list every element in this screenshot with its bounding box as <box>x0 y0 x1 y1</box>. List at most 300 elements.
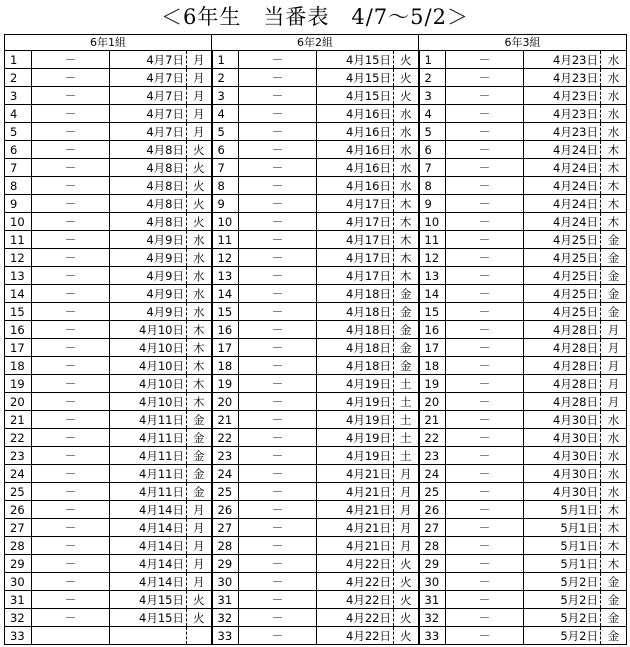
row-dash: － <box>239 339 317 357</box>
row-dash: － <box>32 249 110 267</box>
duty-date: 4月10日 <box>110 357 187 375</box>
duty-date: 4月9日 <box>110 231 187 249</box>
row-number: 29 <box>5 555 32 573</box>
row-dash: － <box>32 231 110 249</box>
row-number: 9 <box>5 195 32 213</box>
duty-date: 4月19日 <box>317 429 394 447</box>
day-of-week: 月 <box>601 339 627 357</box>
duty-date: 4月17日 <box>317 267 394 285</box>
duty-date: 5月1日 <box>524 555 601 573</box>
row-number: 23 <box>212 447 239 465</box>
day-of-week: 水 <box>601 465 627 483</box>
day-of-week: 木 <box>601 537 627 555</box>
row-dash: － <box>239 303 317 321</box>
table-row <box>5 267 627 285</box>
day-of-week: 水 <box>601 69 627 87</box>
day-of-week: 金 <box>601 627 627 645</box>
table-row <box>5 609 627 627</box>
day-of-week: 金 <box>187 465 212 483</box>
row-dash: － <box>239 141 317 159</box>
row-dash: － <box>32 555 110 573</box>
day-of-week: 金 <box>187 447 212 465</box>
day-of-week: 月 <box>394 483 419 501</box>
row-number: 16 <box>5 321 32 339</box>
day-of-week: 金 <box>601 303 627 321</box>
duty-date: 4月9日 <box>110 249 187 267</box>
row-dash: － <box>239 501 317 519</box>
table-row <box>5 375 627 393</box>
row-dash: － <box>239 465 317 483</box>
day-of-week: 土 <box>394 411 419 429</box>
row-dash: － <box>446 195 524 213</box>
duty-date: 4月25日 <box>524 285 601 303</box>
day-of-week: 水 <box>394 177 419 195</box>
day-of-week: 月 <box>601 375 627 393</box>
class-header: 6年2組 <box>212 35 419 51</box>
row-number: 26 <box>212 501 239 519</box>
row-number: 2 <box>212 69 239 87</box>
table-row <box>5 447 627 465</box>
duty-date: 4月23日 <box>524 105 601 123</box>
row-dash: － <box>446 483 524 501</box>
row-number: 11 <box>419 231 446 249</box>
row-dash: － <box>239 159 317 177</box>
table-row <box>5 195 627 213</box>
table-row <box>5 483 627 501</box>
row-dash: － <box>446 231 524 249</box>
row-number: 1 <box>419 51 446 69</box>
row-dash: － <box>446 87 524 105</box>
duty-date: 4月8日 <box>110 213 187 231</box>
day-of-week: 木 <box>601 159 627 177</box>
row-number: 9 <box>419 195 446 213</box>
table-row <box>5 321 627 339</box>
row-number: 1 <box>212 51 239 69</box>
row-dash: － <box>32 87 110 105</box>
duty-date: 4月11日 <box>110 465 187 483</box>
duty-date: 4月10日 <box>110 321 187 339</box>
duty-date: 4月11日 <box>110 447 187 465</box>
row-dash: － <box>32 177 110 195</box>
day-of-week: 水 <box>601 411 627 429</box>
row-number: 2 <box>5 69 32 87</box>
duty-date: 4月28日 <box>524 339 601 357</box>
duty-date: 4月24日 <box>524 213 601 231</box>
duty-date: 4月18日 <box>317 321 394 339</box>
day-of-week: 火 <box>187 141 212 159</box>
row-dash: － <box>446 123 524 141</box>
duty-date: 4月7日 <box>110 123 187 141</box>
day-of-week: 月 <box>187 87 212 105</box>
row-dash: － <box>239 231 317 249</box>
duty-date: 4月7日 <box>110 105 187 123</box>
row-number: 19 <box>419 375 446 393</box>
duty-roster-table <box>4 34 627 645</box>
row-dash: － <box>446 285 524 303</box>
duty-date: 4月30日 <box>524 465 601 483</box>
row-number: 14 <box>419 285 446 303</box>
duty-date: 4月18日 <box>317 357 394 375</box>
row-number: 5 <box>419 123 446 141</box>
table-row <box>5 627 627 645</box>
row-dash: － <box>32 501 110 519</box>
row-number: 6 <box>212 141 239 159</box>
row-dash: － <box>446 249 524 267</box>
row-dash: － <box>32 357 110 375</box>
row-dash: － <box>446 177 524 195</box>
row-dash: － <box>239 627 317 645</box>
row-number: 10 <box>212 213 239 231</box>
row-dash: － <box>446 591 524 609</box>
day-of-week: 水 <box>187 285 212 303</box>
duty-date: 4月28日 <box>524 321 601 339</box>
day-of-week: 水 <box>187 267 212 285</box>
day-of-week: 火 <box>394 573 419 591</box>
row-dash: － <box>32 429 110 447</box>
row-number: 3 <box>212 87 239 105</box>
day-of-week: 木 <box>601 177 627 195</box>
row-dash: － <box>239 609 317 627</box>
table-row <box>5 465 627 483</box>
day-of-week: 木 <box>601 519 627 537</box>
duty-date: 4月21日 <box>317 519 394 537</box>
table-row <box>5 303 627 321</box>
row-number: 9 <box>212 195 239 213</box>
duty-date: 4月15日 <box>317 69 394 87</box>
duty-date: 4月25日 <box>524 231 601 249</box>
duty-date: 4月21日 <box>317 501 394 519</box>
row-number: 20 <box>5 393 32 411</box>
table-row <box>5 429 627 447</box>
day-of-week: 木 <box>394 267 419 285</box>
duty-date: 4月9日 <box>110 285 187 303</box>
row-number: 14 <box>212 285 239 303</box>
class-header-row <box>5 35 627 51</box>
table-row <box>5 159 627 177</box>
row-number: 15 <box>5 303 32 321</box>
duty-date: 4月23日 <box>524 123 601 141</box>
table-row <box>5 501 627 519</box>
duty-date: 4月24日 <box>524 141 601 159</box>
duty-date: 5月2日 <box>524 627 601 645</box>
duty-date: 4月21日 <box>317 483 394 501</box>
table-row <box>5 105 627 123</box>
day-of-week: 金 <box>187 429 212 447</box>
day-of-week: 木 <box>601 195 627 213</box>
table-row <box>5 123 627 141</box>
row-dash: － <box>239 483 317 501</box>
row-dash: － <box>446 357 524 375</box>
duty-date: 4月14日 <box>110 519 187 537</box>
table-row <box>5 87 627 105</box>
day-of-week: 火 <box>394 51 419 69</box>
duty-date: 4月30日 <box>524 411 601 429</box>
duty-date <box>110 627 187 645</box>
row-number: 24 <box>419 465 446 483</box>
duty-date: 4月30日 <box>524 483 601 501</box>
row-dash: － <box>446 573 524 591</box>
duty-date: 4月19日 <box>317 447 394 465</box>
duty-date: 4月7日 <box>110 51 187 69</box>
table-row <box>5 213 627 231</box>
row-number: 33 <box>5 627 32 645</box>
row-number: 22 <box>212 429 239 447</box>
duty-date: 5月2日 <box>524 591 601 609</box>
day-of-week: 木 <box>187 321 212 339</box>
duty-date: 4月30日 <box>524 429 601 447</box>
row-dash: － <box>239 411 317 429</box>
day-of-week: 月 <box>394 501 419 519</box>
row-number: 11 <box>212 231 239 249</box>
row-dash: － <box>239 537 317 555</box>
day-of-week: 火 <box>187 159 212 177</box>
day-of-week: 金 <box>601 285 627 303</box>
row-number: 30 <box>212 573 239 591</box>
day-of-week: 月 <box>187 537 212 555</box>
day-of-week: 金 <box>601 591 627 609</box>
row-dash: － <box>32 609 110 627</box>
row-dash: － <box>446 141 524 159</box>
day-of-week: 水 <box>601 429 627 447</box>
duty-date: 4月15日 <box>317 87 394 105</box>
class-header: 6年1組 <box>5 35 212 51</box>
row-dash: － <box>239 429 317 447</box>
day-of-week: 月 <box>187 69 212 87</box>
row-dash: － <box>239 321 317 339</box>
duty-date: 4月14日 <box>110 573 187 591</box>
row-number: 10 <box>419 213 446 231</box>
row-number: 8 <box>419 177 446 195</box>
row-number: 13 <box>5 267 32 285</box>
duty-date: 4月19日 <box>317 411 394 429</box>
row-number: 17 <box>5 339 32 357</box>
day-of-week: 金 <box>601 249 627 267</box>
day-of-week: 木 <box>601 555 627 573</box>
row-number: 32 <box>212 609 239 627</box>
row-number: 6 <box>5 141 32 159</box>
row-dash: － <box>446 537 524 555</box>
duty-date: 4月19日 <box>317 393 394 411</box>
day-of-week: 水 <box>601 51 627 69</box>
duty-date: 4月22日 <box>317 609 394 627</box>
table-row <box>5 51 627 69</box>
duty-date: 4月21日 <box>317 465 394 483</box>
row-dash: － <box>446 321 524 339</box>
duty-date: 4月24日 <box>524 177 601 195</box>
duty-date: 4月15日 <box>110 609 187 627</box>
row-number: 15 <box>212 303 239 321</box>
day-of-week: 火 <box>187 591 212 609</box>
duty-date: 4月16日 <box>317 105 394 123</box>
day-of-week: 火 <box>394 87 419 105</box>
row-dash: － <box>32 465 110 483</box>
duty-date: 4月8日 <box>110 177 187 195</box>
row-number: 24 <box>212 465 239 483</box>
duty-date: 4月8日 <box>110 159 187 177</box>
duty-date: 4月22日 <box>317 555 394 573</box>
row-dash: － <box>446 213 524 231</box>
day-of-week: 月 <box>187 573 212 591</box>
page-title: ＜6年生 当番表 4/7〜5/2＞ <box>161 5 469 29</box>
row-number: 3 <box>5 87 32 105</box>
day-of-week: 火 <box>394 555 419 573</box>
row-number: 13 <box>212 267 239 285</box>
day-of-week: 木 <box>187 393 212 411</box>
row-number: 18 <box>419 357 446 375</box>
duty-date: 4月15日 <box>110 591 187 609</box>
day-of-week: 金 <box>394 285 419 303</box>
row-number: 28 <box>212 537 239 555</box>
row-dash: － <box>32 105 110 123</box>
day-of-week: 月 <box>187 555 212 573</box>
day-of-week: 月 <box>187 123 212 141</box>
row-dash: － <box>239 393 317 411</box>
row-number: 2 <box>419 69 446 87</box>
duty-date: 4月16日 <box>317 141 394 159</box>
table-row <box>5 555 627 573</box>
row-number: 10 <box>5 213 32 231</box>
table-row <box>5 591 627 609</box>
day-of-week: 木 <box>601 501 627 519</box>
duty-date: 4月17日 <box>317 195 394 213</box>
row-dash: － <box>446 267 524 285</box>
duty-date: 4月18日 <box>317 285 394 303</box>
row-dash: － <box>239 249 317 267</box>
table-row <box>5 285 627 303</box>
table-row <box>5 249 627 267</box>
duty-date: 5月2日 <box>524 573 601 591</box>
row-number: 25 <box>419 483 446 501</box>
row-number: 24 <box>5 465 32 483</box>
duty-date: 4月24日 <box>524 159 601 177</box>
duty-date: 4月23日 <box>524 51 601 69</box>
row-number: 12 <box>419 249 446 267</box>
table-row <box>5 537 627 555</box>
duty-date: 4月7日 <box>110 87 187 105</box>
duty-date: 4月21日 <box>317 537 394 555</box>
duty-date: 4月9日 <box>110 267 187 285</box>
day-of-week: 土 <box>394 375 419 393</box>
row-dash: － <box>32 141 110 159</box>
duty-date: 4月18日 <box>317 303 394 321</box>
row-dash: － <box>32 195 110 213</box>
row-dash: － <box>446 51 524 69</box>
duty-date: 4月24日 <box>524 195 601 213</box>
row-number: 30 <box>419 573 446 591</box>
row-number: 28 <box>419 537 446 555</box>
row-number: 4 <box>5 105 32 123</box>
row-dash: － <box>32 591 110 609</box>
duty-date: 4月23日 <box>524 87 601 105</box>
duty-date: 4月8日 <box>110 141 187 159</box>
day-of-week: 月 <box>187 105 212 123</box>
row-number: 28 <box>5 537 32 555</box>
row-number: 12 <box>5 249 32 267</box>
row-dash: － <box>32 213 110 231</box>
row-number: 26 <box>419 501 446 519</box>
row-number: 13 <box>419 267 446 285</box>
day-of-week: 火 <box>394 609 419 627</box>
day-of-week: 月 <box>601 357 627 375</box>
day-of-week: 金 <box>601 573 627 591</box>
table-row <box>5 519 627 537</box>
row-dash: － <box>239 123 317 141</box>
row-number: 22 <box>419 429 446 447</box>
row-dash: － <box>239 591 317 609</box>
day-of-week: 金 <box>394 339 419 357</box>
row-dash: － <box>446 501 524 519</box>
day-of-week: 月 <box>601 321 627 339</box>
duty-date: 4月22日 <box>317 573 394 591</box>
row-number: 30 <box>5 573 32 591</box>
duty-date: 5月1日 <box>524 519 601 537</box>
row-number: 23 <box>419 447 446 465</box>
duty-date: 4月16日 <box>317 123 394 141</box>
row-dash <box>32 627 110 645</box>
row-number: 1 <box>5 51 32 69</box>
row-number: 29 <box>212 555 239 573</box>
row-dash: － <box>239 519 317 537</box>
day-of-week: 金 <box>601 267 627 285</box>
row-number: 27 <box>5 519 32 537</box>
duty-date: 4月10日 <box>110 393 187 411</box>
day-of-week: 金 <box>601 609 627 627</box>
duty-date: 4月11日 <box>110 411 187 429</box>
duty-date: 4月28日 <box>524 393 601 411</box>
row-dash: － <box>32 393 110 411</box>
day-of-week: 水 <box>601 483 627 501</box>
day-of-week: 水 <box>601 105 627 123</box>
table-row <box>5 357 627 375</box>
row-dash: － <box>446 465 524 483</box>
day-of-week: 水 <box>394 141 419 159</box>
day-of-week: 木 <box>394 195 419 213</box>
row-number: 7 <box>212 159 239 177</box>
row-number: 21 <box>212 411 239 429</box>
row-dash: － <box>239 357 317 375</box>
day-of-week: 火 <box>394 69 419 87</box>
row-dash: － <box>446 69 524 87</box>
row-number: 27 <box>419 519 446 537</box>
day-of-week: 木 <box>601 213 627 231</box>
row-dash: － <box>32 483 110 501</box>
day-of-week: 木 <box>187 357 212 375</box>
day-of-week: 木 <box>187 375 212 393</box>
row-dash: － <box>446 303 524 321</box>
day-of-week: 水 <box>601 87 627 105</box>
duty-date: 4月14日 <box>110 555 187 573</box>
day-of-week: 金 <box>394 321 419 339</box>
duty-date: 4月28日 <box>524 375 601 393</box>
roster-body <box>5 51 627 645</box>
table-row <box>5 231 627 249</box>
day-of-week: 水 <box>187 249 212 267</box>
class-header: 6年3組 <box>419 35 627 51</box>
row-number: 17 <box>212 339 239 357</box>
day-of-week: 水 <box>187 303 212 321</box>
duty-date: 4月17日 <box>317 231 394 249</box>
row-dash: － <box>239 177 317 195</box>
duty-date: 4月25日 <box>524 249 601 267</box>
day-of-week: 金 <box>187 483 212 501</box>
table-row <box>5 339 627 357</box>
row-dash: － <box>239 195 317 213</box>
duty-date: 4月25日 <box>524 303 601 321</box>
row-dash: － <box>32 159 110 177</box>
row-number: 21 <box>419 411 446 429</box>
row-dash: － <box>446 339 524 357</box>
row-number: 18 <box>212 357 239 375</box>
